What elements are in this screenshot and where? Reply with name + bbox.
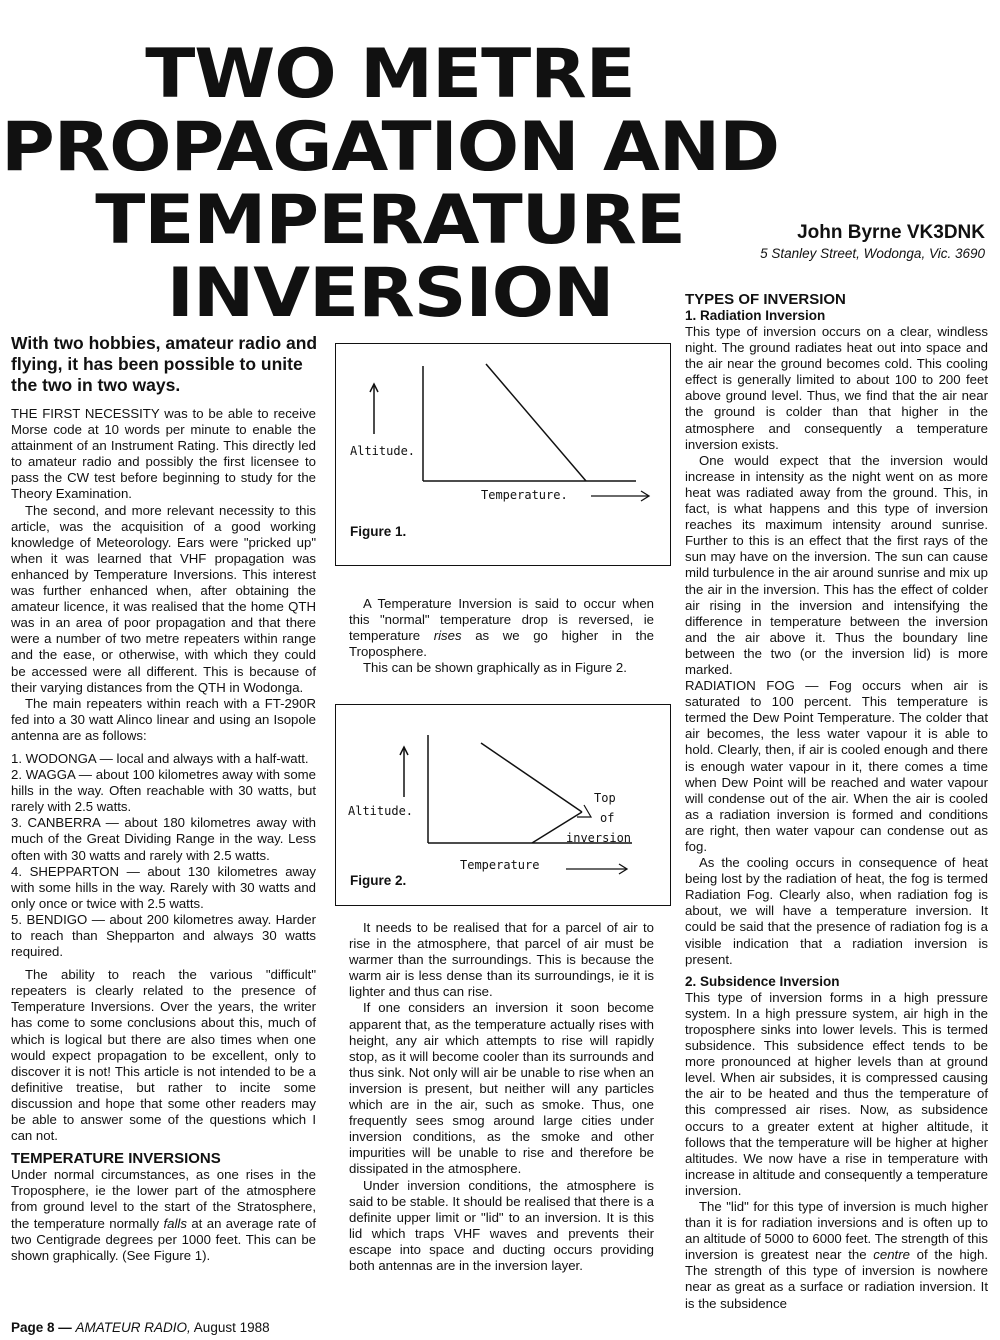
- emphasis: rises: [433, 628, 462, 644]
- figure-1-y-label: Altitude.: [350, 444, 416, 458]
- col3-paragraph-2: One would expect that the inversion would increase in intensity as the night went on as more heat was radiated away from the ground. This, in fact, is what happens and this type of inversion reaches its maximum intensity around sunrise. Further to this is an effect that the first rays of the sun may have on the inversion. The sun can cause mild turbulence in the air around sunrise and mix up the air in the inversion. This has the effect of colder air rising in the inversion and intensifying the difference in temperature between the inversion and the air above it. Thus the boundary line between the two (or the inversion lid) is more marked.: [685, 452, 988, 677]
- col1-paragraph-1: THE FIRST NECESSITY was to be able to receive Morse code at 10 words per minute to enable the attainment of an Instrument Rating. This directly led to amateur radio and possibly the first licensee to pass the CW test before beginning to study for the Theory Examination.: [11, 406, 316, 502]
- author-name: John Byrne VK3DNK: [797, 222, 985, 243]
- figure-1-caption: Figure 1.: [350, 524, 407, 539]
- col1-paragraph-2: The second, and more relevant necessity to this article, was the acquisition of a good working knowledge of Meteorology. Ears were "pricked up" when it was learned that VHF propagation was enhanced by Temperature Inversions. This interest was further enhanced when, after obtaining the amateur licence, it was realised that the home QTH was in an area of poor propagation and that there were a number of two metre repeaters within range and the ease, or otherwise, with which they could be accessed were all different. This is because of their varying distances from the QTH in Wodonga.: [11, 502, 316, 695]
- title-line-2: PROPAGATION AND: [0, 108, 780, 187]
- subsection-heading: 1. Radiation Inversion: [685, 308, 826, 323]
- text-run: Under normal circumstances, as one rises in the Troposphere, ie the lower part of the atmosphere from ground level to the start of the Stratosphere, the temperature normally: [11, 1167, 316, 1231]
- list-item: 4. SHEPPARTON — about 130 kilometres away with some hills in the way. Rarely with 30 watts and only once or twice with 2.5 watts.: [11, 863, 316, 911]
- page-footer: [11, 1320, 270, 1335]
- column-1: [11, 406, 316, 1264]
- column-3: [685, 291, 988, 1312]
- arrow-marker-icon: [577, 805, 591, 817]
- article-lead: With two hobbies, amateur radio and flying, it has been possible to unite the two in two ways.: [11, 333, 318, 395]
- figure-2-caption: Figure 2.: [350, 873, 407, 888]
- figure-2-y-label: Altitude.: [348, 804, 414, 818]
- publication-name: AMATEUR RADIO,: [75, 1320, 191, 1335]
- text-run: of the high. The strength of this type of inversion is nowhere near as great as a surface or radiation inversion. It is the subsidence: [685, 1247, 988, 1311]
- col3-paragraph-4: As the cooling occurs in consequence of heat being lost by the radiation of heat, the fog is termed Radiation Fog. Clearly also, when radiation fog is about, we will have a temperature inversion. It could be said that the presence of radiation fog is a visible indication that a radiation inversion is present.: [685, 855, 988, 967]
- issue-date: August 1988: [190, 1320, 270, 1335]
- column-2-lower: [349, 920, 654, 1274]
- col3-paragraph-6: [685, 1199, 988, 1312]
- col2-paragraph-4: If one considers an inversion it soon become apparent that, as the temperature actually rises with height, any air which attempts to rise will rapidly stop, as it will become cooler than its surrounds and thus sink. Not only will air be unable to rise when an inversion is present, but neither will any particles which are in the air, such as smoke. Thus, one frequently sees smog around large cities under inversion conditions, as the smoke and other impurities will be unable to rise and therefore be dissipated in the atmosphere.: [349, 1000, 654, 1177]
- lapse-rate-line: [486, 364, 586, 481]
- section-heading: TEMPERATURE INVERSIONS: [11, 1150, 221, 1168]
- figure-2: [335, 704, 671, 906]
- col1-paragraph-3: The main repeaters within reach with a FT-290R fed into a 30 watt Alinco linear and using an Isopole antenna are as follows:: [11, 695, 316, 743]
- col1-paragraph-4: The ability to reach the various "difficult" repeaters is clearly related to the presence of Temperature Inversions. Over the years, the writer has come to some conclusions about this, much of which is logical but there are also times when one would expect propagation to be excellent, only to discover it is not! This article is not intended to be a definitive treatise, but rather to incite some discussion and hope that some other readers may be able to answer some of the questions which I can not.: [11, 967, 316, 1144]
- section-heading: TYPES OF INVERSION: [685, 291, 846, 308]
- text-run: The "lid" for this type of inversion is much higher than it is for radiation inversions and is often up to an altitude of 5000 to 6000 feet. The strength of this inversion is greatest near the: [685, 1198, 988, 1263]
- col3-paragraph-5: This type of inversion forms in a high pressure system. In a high pressure system, air high in the troposphere sinks into lower levels. This is termed subsidence. This subsidence effect tends to be more pronounced at higher levels than at ground level. When air subsides, it is compressed causing the air to be heated and thus the temperature of this compressed air rises. Now, as subsidence occurs to a greater extent at higher altitude, it follows that the temperature will be higher at higher altitudes. We now have a rise in temperature with increase in altitude and consequently a temperature inversion.: [685, 989, 988, 1198]
- title-line-3: TEMPERATURE: [95, 181, 685, 260]
- text-run: as we go higher in the Troposphere.: [349, 628, 654, 660]
- text-run: at an average rate of two Centigrade degrees per 1000 feet. This can be shown graphically. (See Figure 1).: [11, 1215, 316, 1263]
- figure-1: [335, 343, 671, 566]
- repeater-list: [11, 751, 316, 960]
- col2-paragraph-3: It needs to be realised that for a parcel of air to rise in the atmosphere, that parcel of air must be warmer than the surroundings. This is because the warm air is less dense than its surroundings, ie it is lighter and thus can rise.: [349, 920, 654, 1000]
- subsection-heading: 2. Subsidence Inversion: [685, 973, 840, 989]
- col1-paragraph-5: [11, 1167, 316, 1264]
- list-item: 2. WAGGA — about 100 kilometres away with some hills in the way. Often reachable with 30 watts, but rarely with 2.5 watts.: [11, 767, 316, 815]
- author-block: [760, 222, 985, 261]
- page-number: Page 8 —: [11, 1320, 76, 1335]
- article-title: [0, 35, 811, 333]
- col2-paragraph-5: Under inversion conditions, the atmosphere is said to be stable. It should be realised that there is a definite upper limit or "lid" to an inversion. It is this lid which traps VHF waves and prevents their escape into space and ducting occurs providing both antennas are in the inversion layer.: [349, 1177, 654, 1273]
- list-item: 3. CANBERRA — about 180 kilometres away with much of the Great Dividing Range in the way. Less often with 30 watts and rarely with 2.5 watts.: [11, 815, 316, 863]
- figure-2-x-label: Temperature: [460, 858, 540, 872]
- emphasis: centre: [873, 1247, 910, 1263]
- list-item: 5. BENDIGO — about 200 kilometres away. Harder to reach than Shepparton and always 30 watts required.: [11, 911, 316, 960]
- col3-paragraph-1: This type of inversion occurs on a clear, windless night. The ground radiates heat out into space and the air near the ground becomes cold. This cooling effect is generally limited to about 100 to 200 feet above ground level. Thus, we find that the air near the ground is colder than that higher in the atmosphere and consequently a temperature inversion exists.: [685, 324, 988, 452]
- col2-paragraph-1: [349, 596, 654, 660]
- list-item: 1. WODONGA — local and always with a half-watt.: [11, 750, 309, 766]
- figure-1-x-label: Temperature.: [481, 488, 568, 502]
- author-address: 5 Stanley Street, Wodonga, Vic. 3690: [760, 246, 985, 261]
- column-2-upper: [349, 596, 654, 676]
- upper-profile-line: [481, 743, 582, 812]
- figure-2-note-top: Top: [594, 791, 616, 805]
- emphasis: falls: [163, 1215, 187, 1231]
- col2-paragraph-2: This can be shown graphically as in Figure 2.: [363, 660, 627, 676]
- title-line-1: TWO METRE: [145, 35, 635, 114]
- text-run: A Temperature Inversion is said to occur when this "normal" temperature drop is reversed, ie temperature: [349, 596, 654, 644]
- col3-paragraph-3: RADIATION FOG — Fog occurs when air is saturated to 100 percent. This temperature is termed the Dew Point Temperature. The colder that air becomes, the less water vapour it is able to hold. Clearly, then, if air is cooled enough and there is enough water vapour in it, there comes a time when Dew Point will be reached and water vapour will condense out of the air. When the air is cooled as a radiation inversion is formed and conditions are right, then water vapour can condense out as fog.: [685, 678, 988, 854]
- title-line-4: INVERSION: [166, 254, 614, 333]
- figure-2-note-inversion: inversion: [566, 831, 632, 845]
- figure-2-note-of: of: [600, 811, 615, 825]
